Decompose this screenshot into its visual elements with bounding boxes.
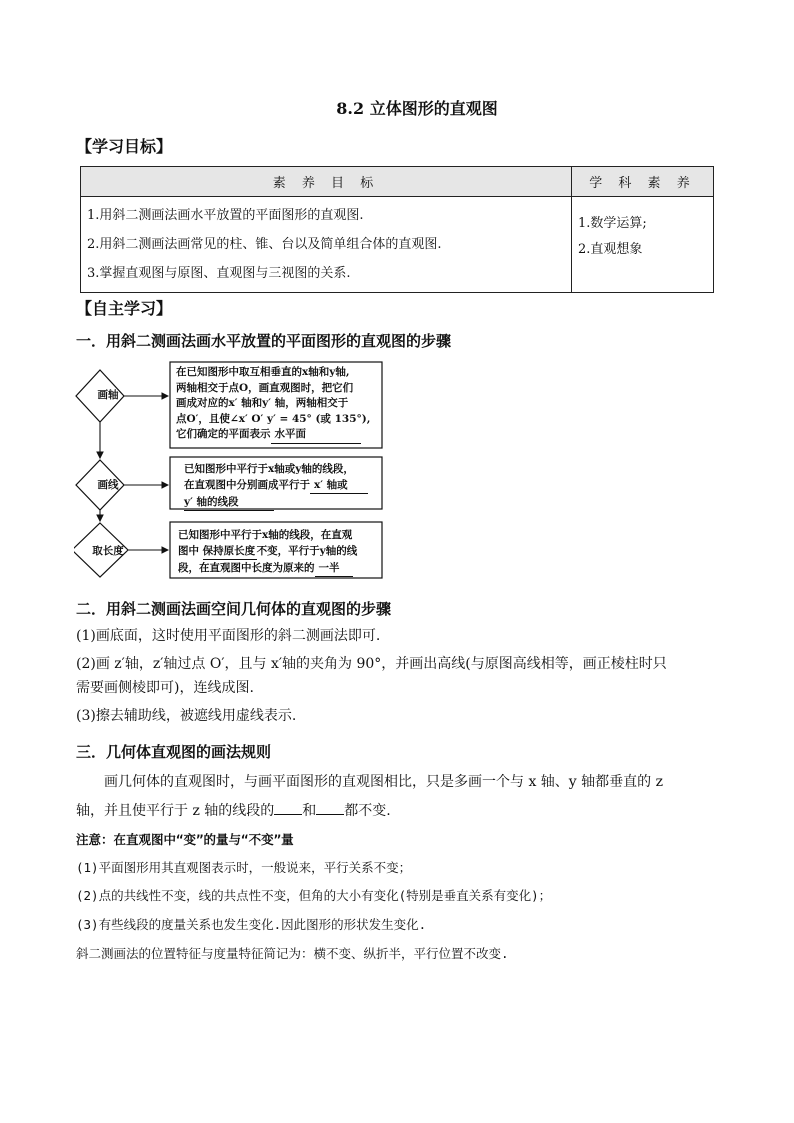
literacy-item: 1.数学运算; (578, 216, 647, 231)
goal-item: 1.用斜二测画法画水平放置的平面图形的直观图. (87, 208, 364, 223)
rule-line-1: 画几何体的直观图时，与画平面图形的直观图相比，只是多画一个与 x 轴、y 轴都垂直的 z (104, 774, 663, 790)
goals-table (80, 166, 714, 293)
section-learning-goals: 【学习目标】 (76, 137, 173, 156)
heading-2: 二．用斜二测画法画空间几何体的直观图的步骤 (76, 600, 392, 618)
goal-item: 2.用斜二测画法画常见的柱、锥、台以及简单组合体的直观图. (87, 237, 442, 252)
blank-2 (316, 800, 344, 815)
fill-parallel-axis-a: x′ 轴或 (310, 477, 368, 494)
step-1: (1)画底面，这时使用平面图形的斜二测画法即可. (76, 628, 381, 644)
fill-keep-length: 保持原长度 (203, 543, 257, 560)
section-self-study: 【自主学习】 (76, 299, 173, 318)
note-1: (1)平面图形用其直观图表示时，一般说来，平行关系不变； (76, 860, 412, 875)
step-3: (3)擦去辅助线，被遮线用虚线表示. (76, 708, 297, 724)
fill-horizontal-plane: 水平面 (271, 427, 361, 444)
fill-half: 一半 (315, 560, 353, 577)
page-title: 8.2 立体图形的直观图 (336, 99, 498, 118)
literacy-list (572, 197, 714, 293)
blank-1 (274, 800, 302, 815)
box-length-text: 已知图形中平行于x轴的线段，在直观 图中 保持原长度 不变，平行于y轴的线 段，在直观图中长度为原来的 一半 (178, 527, 384, 577)
literacy-item: 2.直观想象 (578, 242, 643, 257)
heading-1: 一．用斜二测画法画水平放置的平面图形的直观图的步骤 (76, 332, 452, 350)
goals-list (81, 197, 572, 293)
goals-header-right: 学 科 素 养 (572, 167, 714, 197)
steps-list (76, 624, 716, 728)
note-title: 注意：在直观图中“变”的量与“不变”量 (76, 832, 294, 847)
node-draw-lines: 画线 (97, 479, 119, 491)
box-lines-text: 已知图形中平行于x轴或y轴的线段， 在直观图中分别画成平行于 x′ 轴或 y′ 轴的线段 (184, 461, 384, 511)
box-axes-text: 在已知图形中取互相垂直的x轴和y轴, 两轴相交于点O，画直观图时，把它们 画成对应的x′ 轴和y′ 轴，两轴相交于 点O′，且使∠x′ O′ y′ = 45° (或 135°), 它们确定的平面表示 水平面 (176, 365, 382, 444)
note-summary: 斜二测画法的位置特征与度量特征简记为：横不变、纵折半，平行位置不改变. (76, 946, 509, 961)
fill-parallel-axis-b: y′ 轴的线段 (184, 494, 274, 511)
node-draw-axes: 画轴 (97, 389, 119, 401)
heading-3: 三．几何体直观图的画法规则 (76, 743, 272, 761)
goals-header-left: 素 养 目 标 (81, 167, 572, 197)
step-2: (2)画 z′轴，z′轴过点 O′，且与 x′轴的夹角为 90°，并画出高线(与原图高线相等，画正棱柱时只 (76, 656, 667, 672)
node-take-length: 取长度 (92, 545, 124, 557)
rule-line-2: 轴，并且使平行于 z 轴的线段的 和 都不变. (76, 799, 716, 823)
goal-item: 3.掌握直观图与原图、直观图与三视图的关系. (87, 266, 351, 281)
note-3: (3)有些线段的度量关系也发生变化.因此图形的形状发生变化. (76, 917, 427, 932)
note-2: (2)点的共线性不变，线的共点性不变，但角的大小有变化(特别是垂直关系有变化)； (76, 888, 552, 903)
step-2-cont: 需要画侧棱即可)，连线成图. (76, 680, 254, 696)
